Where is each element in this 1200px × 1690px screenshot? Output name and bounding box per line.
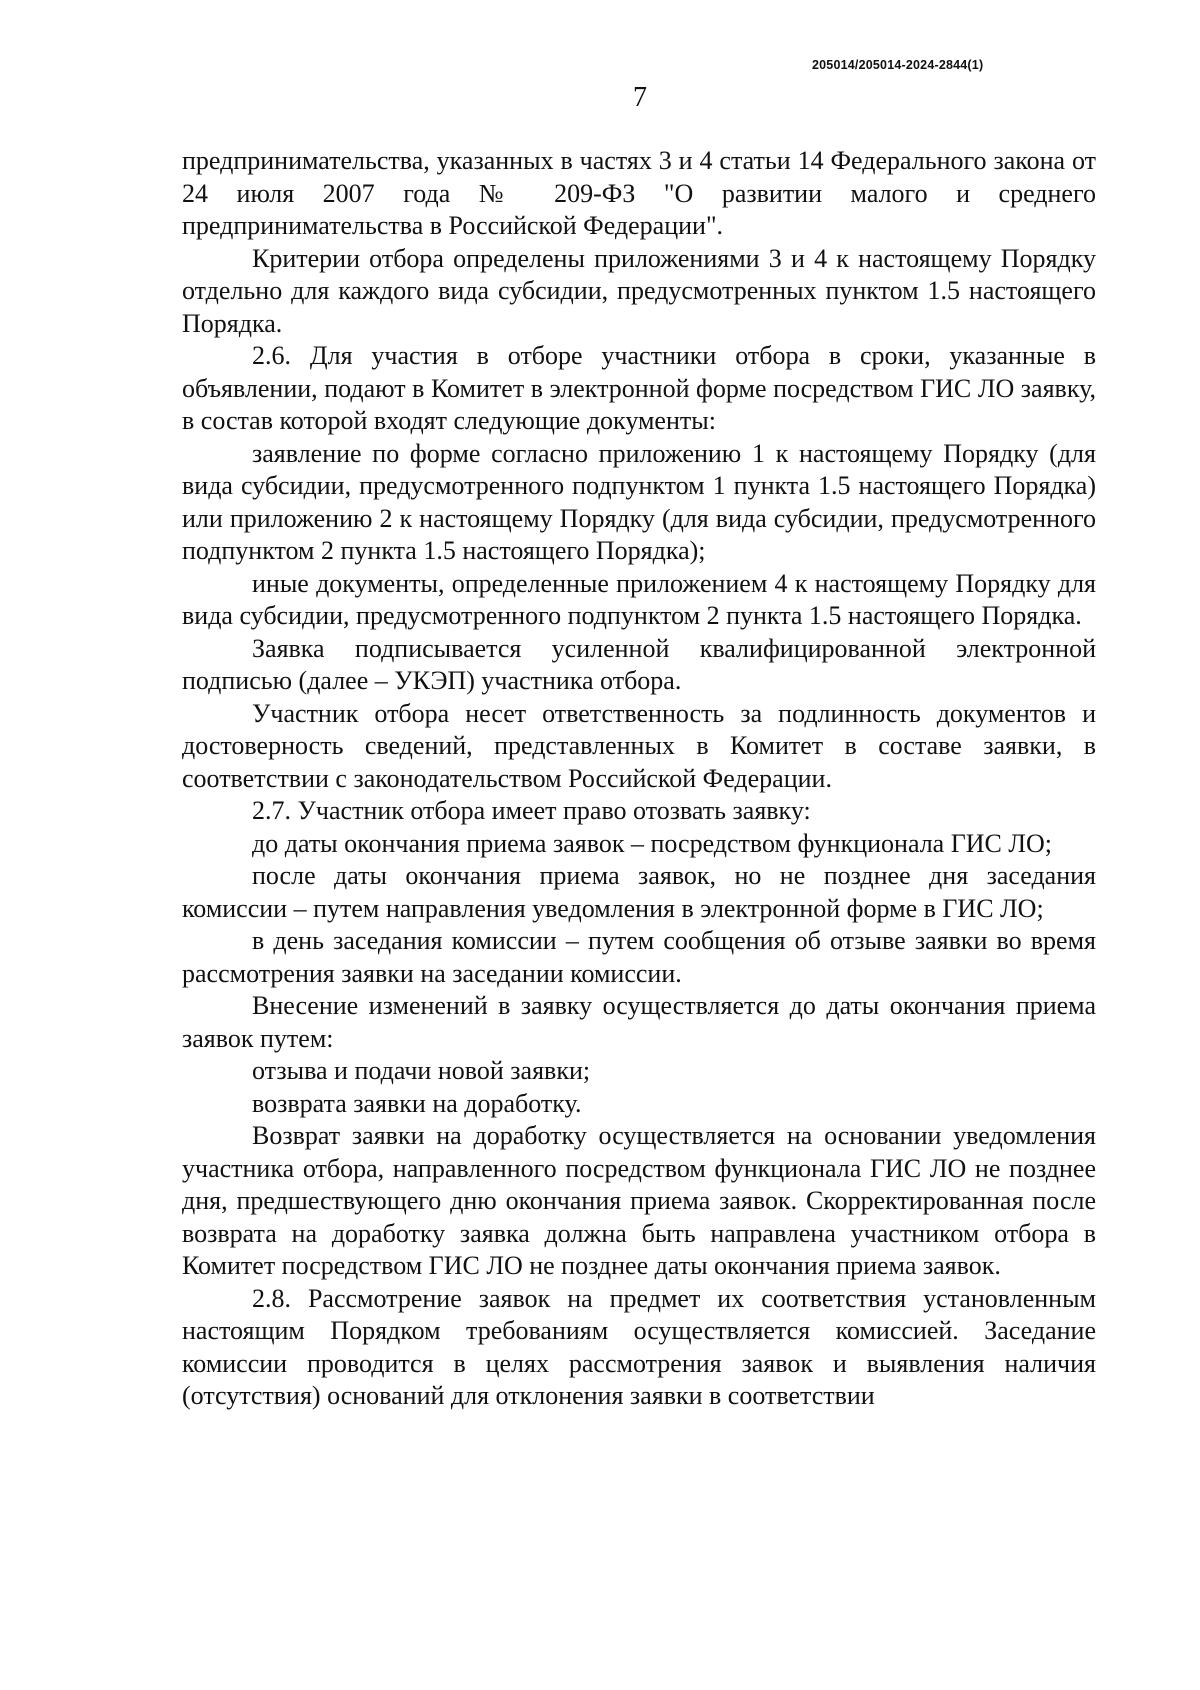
paragraph-2-7: 2.7. Участник отбора имеет право отозвать заявку:: [252, 796, 811, 825]
paragraph-application-form: заявление по форме согласно приложению 1 к настоящему Порядку (для вида субсидии, предусмотренного подпунктом 1 пункта 1.5 настоящего Порядка) или приложению 2 к настоящему Порядку (для вида субсидии, предусмотренного подпунктом 2 пункта 1.5 настоящего Порядка);: [182, 438, 1096, 565]
document-id: 205014/205014-2024-2844(1): [812, 58, 984, 72]
paragraph-return-for-revision: Возврат заявки на доработку осуществляется на основании уведомления участника отбора, направленного посредством функционала ГИС ЛО не позднее дня, предшествующего дню окончания приема заявок. Скорректированная после возврата на доработку заявка должна быть направлена участником отбора в Комитет посредством ГИС ЛО не позднее даты окончания приема заявок.: [182, 1121, 1096, 1280]
paragraph-changes: Внесение изменений в заявку осуществляется до даты окончания приема заявок путем:: [182, 991, 1096, 1053]
paragraph-changes-item-2: возврата заявки на доработку.: [252, 1088, 582, 1118]
paragraph-withdraw-before: до даты окончания приема заявок – посредством функционала ГИС ЛО;: [252, 828, 1053, 858]
paragraph-signature: Заявка подписывается усиленной квалифицированной электронной подписью (далее – УКЭП) участника отбора.: [182, 633, 1096, 695]
paragraph-continuation: предпринимательства, указанных в частях 3 и 4 статьи 14 Федерального закона от 24 июля 2007 года № 209-ФЗ "О развитии малого и среднего предпринимательства в Российской Федерации".: [182, 146, 1096, 240]
paragraph-withdraw-meeting-day: в день заседания комиссии – путем сообщения об отзыве заявки во время рассмотрения заявки на заседании комиссии.: [182, 926, 1096, 988]
document-body: [182, 145, 1096, 1413]
paragraph-responsibility: Участник отбора несет ответственность за подлинность документов и достоверность сведений, представленных в Комитет в составе заявки, в соответствии с законодательством Российской Федерации.: [182, 698, 1096, 793]
paragraph-2-8: 2.8. Рассмотрение заявок на предмет их соответствия установленным настоящим Порядком требованиям осуществляется комиссией. Заседание комиссии проводится в целях рассмотрения заявок и выявления наличия (отсутствия) оснований для отклонения заявки в соответствии: [182, 1283, 1096, 1410]
paragraph-withdraw-after: после даты окончания приема заявок, но не позднее дня заседания комиссии – путем направления уведомления в электронной форме в ГИС ЛО;: [182, 861, 1096, 923]
paragraph-selection-criteria: Критерии отбора определены приложениями 3 и 4 к настоящему Порядку отдельно для каждого вида субсидии, предусмотренных пунктом 1.5 настоящего Порядка.: [182, 243, 1096, 338]
paragraph-2-6: 2.6. Для участия в отборе участники отбора в сроки, указанные в объявлении, подают в Комитет в электронной форме посредством ГИС ЛО заявку, в состав которой входят следующие документы:: [182, 341, 1096, 435]
paragraph-other-documents: иные документы, определенные приложением 4 к настоящему Порядку для вида субсидии, предусмотренного подпунктом 2 пункта 1.5 настоящего Порядка.: [182, 568, 1096, 630]
page-number: 7: [633, 82, 647, 113]
paragraph-changes-item-1: отзыва и подачи новой заявки;: [252, 1056, 591, 1085]
